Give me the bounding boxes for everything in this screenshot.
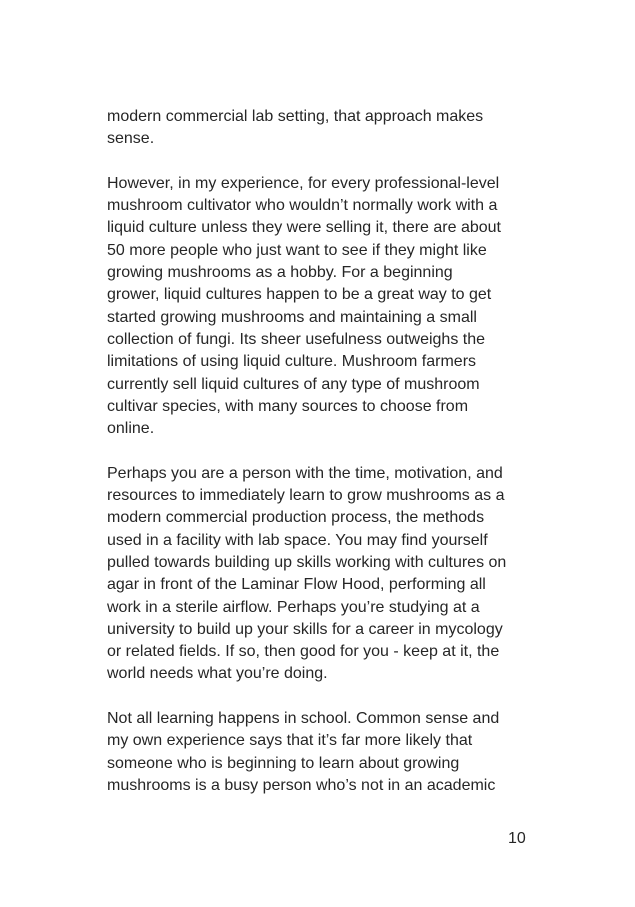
text-line: cultivar species, with many sources to choose from	[107, 397, 469, 415]
text-line: collection of fungi. Its sheer usefulness outweighs the	[107, 330, 485, 348]
text-line: mushroom cultivator who wouldn’t normally work with a	[107, 197, 498, 215]
paragraph-spacer	[107, 440, 537, 462]
page-number: 10	[508, 830, 526, 847]
text-line: limitations of using liquid culture. Mushroom farmers	[107, 353, 477, 371]
text-line: modern commercial production process, the methods	[107, 509, 485, 527]
text-line: mushrooms is a busy person who’s not in an academic	[107, 776, 496, 794]
text-line: work in a sterile airflow. Perhaps you’re studying at a	[107, 598, 480, 616]
text-line: However, in my experience, for every professional-level	[107, 174, 500, 192]
text-line: my own experience says that it’s far more likely that	[107, 732, 473, 750]
paragraph-spacer	[107, 686, 537, 708]
text-line: Perhaps you are a person with the time, motivation, and	[107, 464, 503, 482]
text-line: 50 more people who just want to see if they might like	[107, 241, 487, 259]
text-line: modern commercial lab setting, that approach makes	[107, 108, 484, 125]
text-line: online.	[107, 420, 155, 438]
text-line: sense.	[107, 130, 155, 148]
body-text	[107, 106, 537, 797]
text-line: Not all learning happens in school. Common sense and	[107, 710, 500, 728]
text-line: university to build up your skills for a career in mycology	[107, 620, 503, 638]
text-line: someone who is beginning to learn about growing	[107, 754, 460, 772]
text-line: pulled towards building up skills working with cultures on	[107, 553, 507, 571]
text-line: agar in front of the Laminar Flow Hood, performing all	[107, 576, 486, 594]
paragraph-spacer	[107, 151, 537, 173]
text-line: or related fields. If so, then good for you - keep at it, the	[107, 643, 500, 661]
text-line: resources to immediately learn to grow mushrooms as a	[107, 487, 505, 505]
paragraph	[107, 106, 537, 151]
text-line: growing mushrooms as a hobby. For a beginning	[107, 264, 453, 282]
paragraph	[107, 708, 537, 797]
paragraph	[107, 173, 537, 441]
paragraph	[107, 463, 537, 686]
text-line: used in a facility with lab space. You may find yourself	[107, 531, 488, 549]
text-line: currently sell liquid cultures of any type of mushroom	[107, 375, 480, 393]
text-line: world needs what you’re doing.	[107, 665, 328, 683]
text-line: liquid culture unless they were selling it, there are about	[107, 219, 501, 237]
text-line: started growing mushrooms and maintaining a small	[107, 308, 477, 326]
text-line: grower, liquid cultures happen to be a great way to get	[107, 286, 492, 304]
